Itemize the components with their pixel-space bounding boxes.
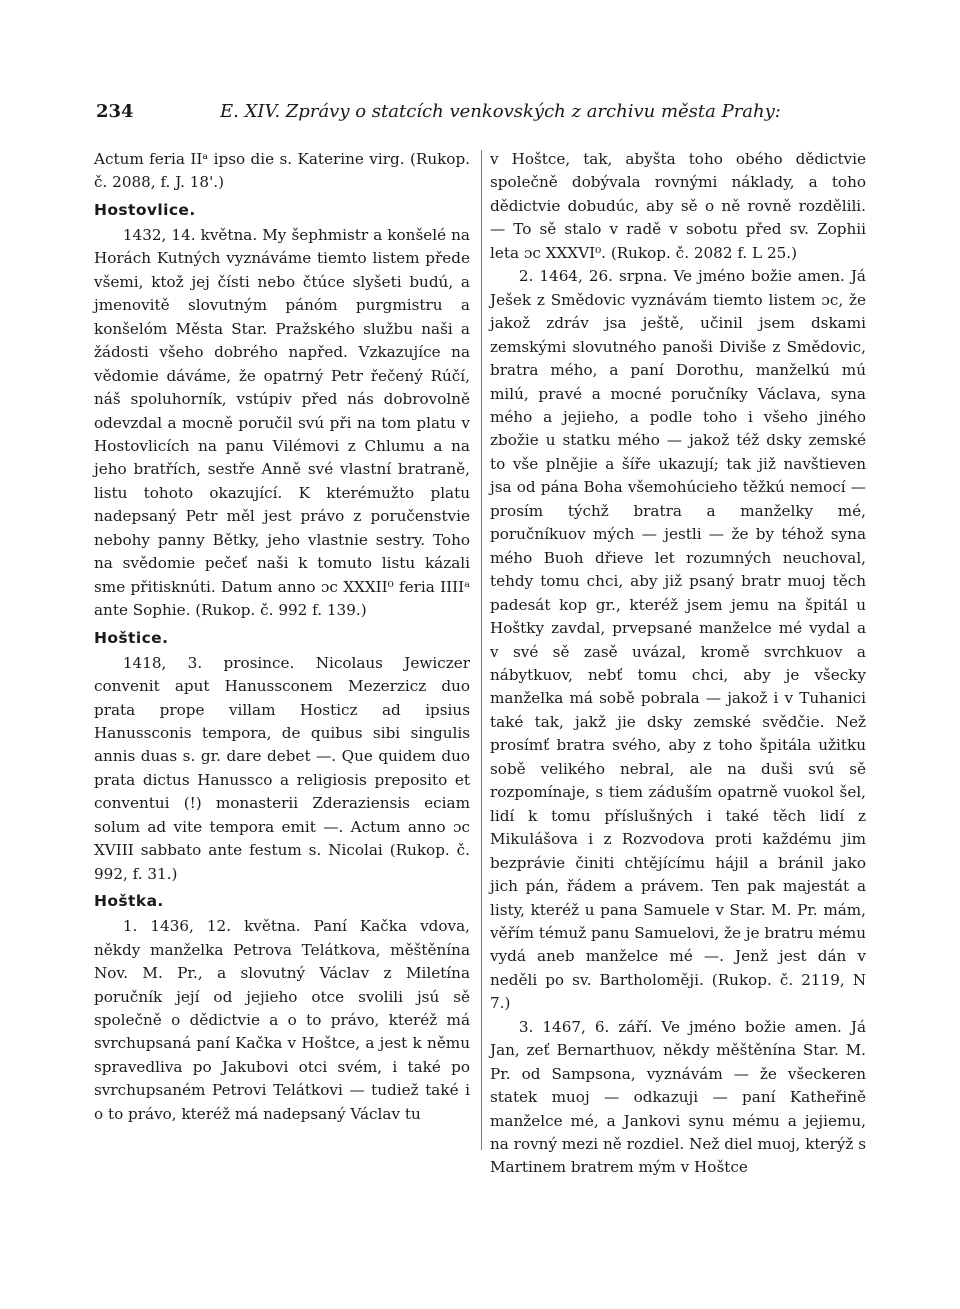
left-section-heading: Hoštice. — [94, 628, 169, 647]
right-paragraph: 2. 1464, 26. srpna. Ve jméno božie amen. Já Ješek z Smědovic vyznávám tiemto listem ɔc, že jakož zdráv jsa ještě, učinil jsem dskami zemskými slovutného panoši Diviše z Smědovic, bratra mého, a paní Dorothu, manželkú mú milú, pravé a mocné poručníky Václava, syna mého a jejieho, a podle toho i všeho jiného zbožie u statku mého — jakož též dsky zemské to vše plnějie a šíře ukazují; tak již navštieven jsa od pána Boha všemohúcieho těžkú nemocí — prosím týchž bratra a manželky mé, poručníkuov mých — jestli — že by téhož syna mého Buoh dřieve let rozumných neuchoval, tehdy tomu chci, aby již psaný bratr muoj těch padesát kop gr., kteréž jsem jemu na špitál u Hoštky zavdal, prvepsané manželce mé vydal a v své sě zasě uvázal, kromě svrchkuov a nábytkuov, nebť tomu chci, aby je všecky manželka má sobě pobrala — jakož i v Tuhanici také tak, jakž jie dsky zemské svědčie. Než prosímť bratra svého, aby z toho špitála užitku sobě velikého nebral, ale na duši svú sě rozpomínaje, s tiem záduším opatrně vuokol šel, lidí k tomu příslušných i také těch lidí z Mikulášova i z Rozvodova proti každému jim bezprávie činiti chtějícímu hájil a bránil jako jich pán, řádem a právem. Ten pak majestát a listy, kteréž u pana Samuele v Star. M. Pr. mám, věřím témuž panu Samuelovi, že je bratru mému vydá aneb manželce mé —. Jenž jest dán v neděli po sv. Bartholoměji. (Rukop. č. 2119, N 7.) — [490, 267, 866, 1013]
right-paragraph: 3. 1467, 6. září. Ve jméno božie amen. Já Jan, zeť Bernarthuov, někdy měštěnína Star. M. Pr. od Sampsona, vyznávám — že všeckeren statek muoj — odkazuji — paní Katheřině manželce mé, a Jankovi synu mému a jejiemu, na rovný mezi ně rozdiel. Než diel muoj, kterýž s Martinem bratrem mým v Hoštce — [490, 1017, 866, 1177]
column-divider — [481, 150, 482, 1150]
left-paragraph: 1432, 14. května. My šephmistr a konšelé na Horách Kutných vyznáváme tiemto listem přede všemi, ktož jej čísti nebo čtúce slyšeti budú, a jmenovitě slovutným pánóm purgmistru a konšelóm Města Star. Pražského službu naši a žádosti všeho dobrého napřed. Vzkazujíce na vědomie dáváme, že opatrný Petr řečený Rúčí, náš spoluhorník, vstúpiv před nás dobrovolně odevzdal a mocně poručil svú při na tom platu v Hostovlicích na panu Vilémovi z Chlumu a na jeho bratřích, sestře Anně své vlastní bratraně, listu tohoto okazující. K kterémužto platu nadepsaný Petr měl jest právo z poručenstvie nebohy panny Bětky, jeho vlastnie sestry. Toho na svědomie pečeť naši k tomuto listu kázali sme přitisknúti. Datum anno ɔc XXXII⁰ feria IIIIᵃ ante Sophie. (Rukop. č. 992 f. 139.) — [94, 225, 470, 620]
left-paragraph: 1. 1436, 12. května. Paní Kačka vdova, někdy manželka Petrova Telátkova, měštěnína Nov. M. Pr., a slovutný Václav z Miletína poručník její od jejieho otce svolili jsú sě společně o dědictvie a o to právo, kteréž má svrchupsaná paní Kačka v Hoštce, a jest k němu spravedliva po Jakubovi otci svém, i také po svrchupsaném Petrovi Telátkovi — tudiež také i o to právo, kteréž má nadepsaný Václav tu — [94, 917, 470, 1123]
left-section-heading: Hostovlice. — [94, 200, 196, 219]
right-column — [490, 148, 866, 1180]
left-section-heading: Hoštka. — [94, 892, 164, 911]
left-paragraph: Actum feria IIᵃ ipso die s. Katerine virg. (Rukop. č. 2088, f. J. 18'.) — [94, 150, 470, 192]
running-title: E. XIV. Zprávy o statcích venkovských z archivu města Prahy: — [220, 101, 781, 122]
right-paragraph: v Hoštce, tak, abyšta toho obého dědictvie společně dobývala rovnými náklady, a toho dědictvie dobudúc, aby sě o ně rovně rozdělili. — To sě stalo v radě v sobotu před sv. Zophii leta ɔc XXXVI⁰. (Rukop. č. 2082 f. L 25.) — [490, 150, 866, 262]
page-number: 234 — [96, 101, 134, 122]
left-paragraph: 1418, 3. prosince. Nicolaus Jewiczer convenit aput Hanussconem Mezerzicz duo prata prope villam Hosticz ad ipsius Hanussconis tempora, de quibus sibi singulis annis duas s. gr. dare debet —. Que quidem duo prata dictus Hanussco a religiosis preposito et conventui (!) monasterii Zderaziensis eciam solum ad vite tempora emit —. Actum anno ɔc XVIII sabbato ante festum s. Nicolai (Rukop. č. 992, f. 31.) — [94, 653, 470, 883]
left-column — [94, 148, 470, 1126]
